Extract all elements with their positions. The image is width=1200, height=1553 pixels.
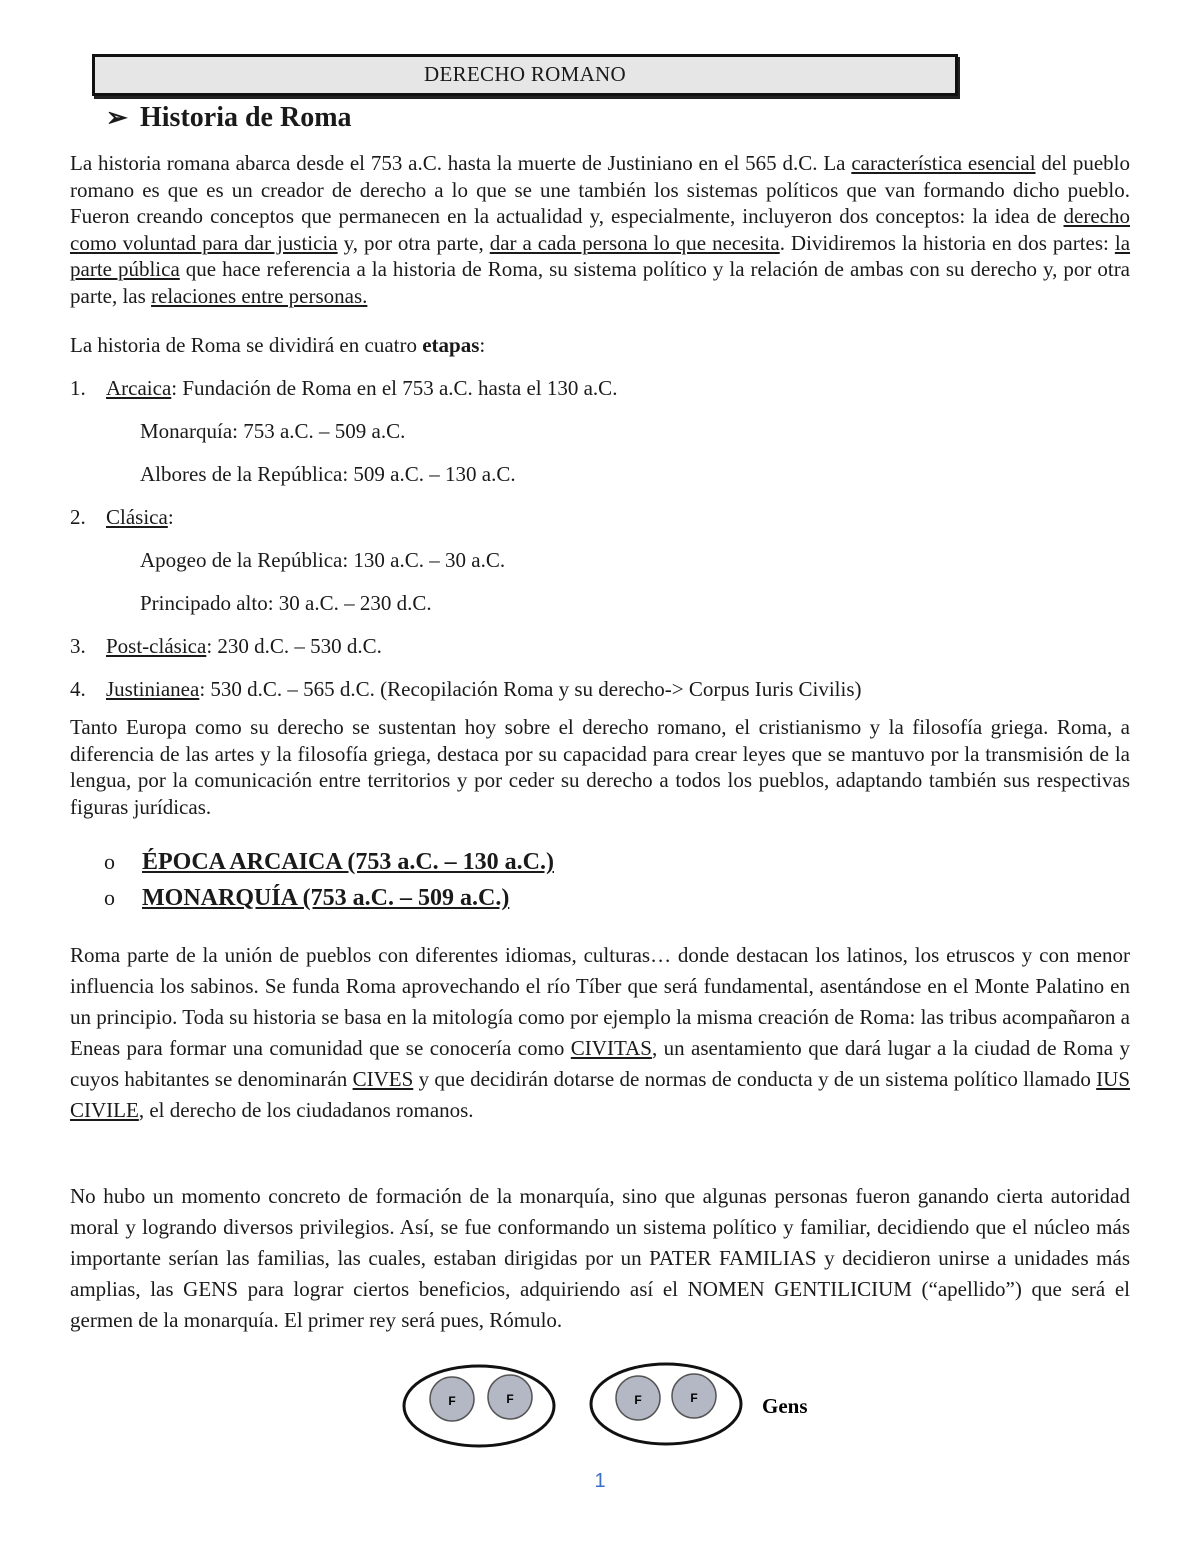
section-heading: ➢ Historia de Roma — [106, 100, 352, 136]
gens-diagram — [400, 1362, 840, 1462]
arrow-bullet-icon: ➢ — [106, 103, 128, 132]
family-label: F — [634, 1393, 642, 1407]
gens-label: Gens — [762, 1394, 808, 1418]
family-label: F — [690, 1391, 698, 1405]
intro-paragraph: La historia romana abarca desde el 753 a.C. hasta la muerte de Justiniano en el 565 d.C. La característica esencial del pueblo romano es que es un creador de derecho a lo que se une también los sistemas políticos que van formando dicho pueblo. Fueron creando conceptos que permanecen en la actualidad y, especialmente, incluyeron dos conceptos: la idea de derecho como voluntad para dar justicia y, por otra parte, dar a cada persona lo que necesita. Dividiremos la historia en dos partes: la parte pública que hace referencia a la historia de Roma, su sistema político y la relación de ambas con su derecho y, por otra parte, las relaciones entre personas. — [70, 151, 1131, 308]
gens-ellipse-left — [404, 1366, 554, 1446]
list-item: 3. Post-clásica: 230 d.C. – 530 d.C. — [70, 634, 382, 658]
subheading-monarquia: o MONARQUÍA (753 a.C. – 509 a.C.) — [104, 885, 510, 911]
monarquia-paragraph: No hubo un momento concreto de formación de la monarquía, sino que algunas personas fueron ganando cierta autoridad moral y logrando diversos privilegios. Así, se fue conformando un sistema político y familiar, decidiendo que el núcleo más importante serían las familias, las cuales, estaban dirigidas por un PATER FAMILIAS y decidieron unirse a unidades más amplias, las GENS para lograr ciertos beneficios, adquiriendo así el NOMEN GENTILICIUM (“apellido”) que será el germen de la monarquía. El primer rey será pues, Rómulo. — [70, 1184, 1130, 1332]
document-title-box — [92, 54, 958, 96]
etapas-intro: La historia de Roma se dividirá en cuatro etapas: — [70, 333, 486, 357]
list-subitem: Apogeo de la República: 130 a.C. – 30 a.C. — [140, 548, 506, 572]
list-item: 2. Clásica: — [70, 505, 174, 529]
family-label: F — [448, 1394, 456, 1408]
document-title: DERECHO ROMANO — [424, 62, 626, 86]
gens-ellipse-right — [591, 1364, 741, 1444]
list-item: 4. Justinianea: 530 d.C. – 565 d.C. (Recopilación Roma y su derecho-> Corpus Iuris Civilis) — [70, 677, 862, 701]
list-subitem: Principado alto: 30 a.C. – 230 d.C. — [140, 591, 432, 615]
list-item: 1. Arcaica: Fundación de Roma en el 753 a.C. hasta el 130 a.C. — [70, 376, 618, 400]
family-label: F — [506, 1392, 514, 1406]
list-subitem: Albores de la República: 509 a.C. – 130 a.C. — [140, 462, 516, 486]
list-subitem: Monarquía: 753 a.C. – 509 a.C. — [140, 419, 406, 443]
page-number: 1 — [594, 1470, 606, 1492]
subheading-epoca-arcaica: o ÉPOCA ARCAICA (753 a.C. – 130 a.C.) — [104, 849, 555, 875]
europa-paragraph: Tanto Europa como su derecho se sustentan hoy sobre el derecho romano, el cristianismo y la filosofía griega. Roma, a diferencia de las artes y la filosofía griega, destaca por su capacidad para crear leyes que se mantuvo por la transmisión de la lengua, por la comunicación entre territorios y por ceder su derecho a todos los pueblos, adaptando también sus respectivas figuras jurídicas. — [70, 715, 1130, 819]
roma-paragraph: Roma parte de la unión de pueblos con diferentes idiomas, culturas… donde destacan los latinos, los etruscos y con menor influencia los sabinos. Se funda Roma aprovechando el río Tíber que será fundamental, asentándose en el Monte Palatino en un principio. Toda su historia se basa en la mitología como por ejemplo la misma creación de Roma: las tribus acompañaron a Eneas para formar una comunidad que se conocería como CIVITAS, un asentamiento que dará lugar a la ciudad de Roma y cuyos habitantes se denominarán CIVES y que decidirán dotarse de normas de conducta y de un sistema político llamado IUS CIVILE, el derecho de los ciudadanos romanos. — [70, 943, 1131, 1122]
